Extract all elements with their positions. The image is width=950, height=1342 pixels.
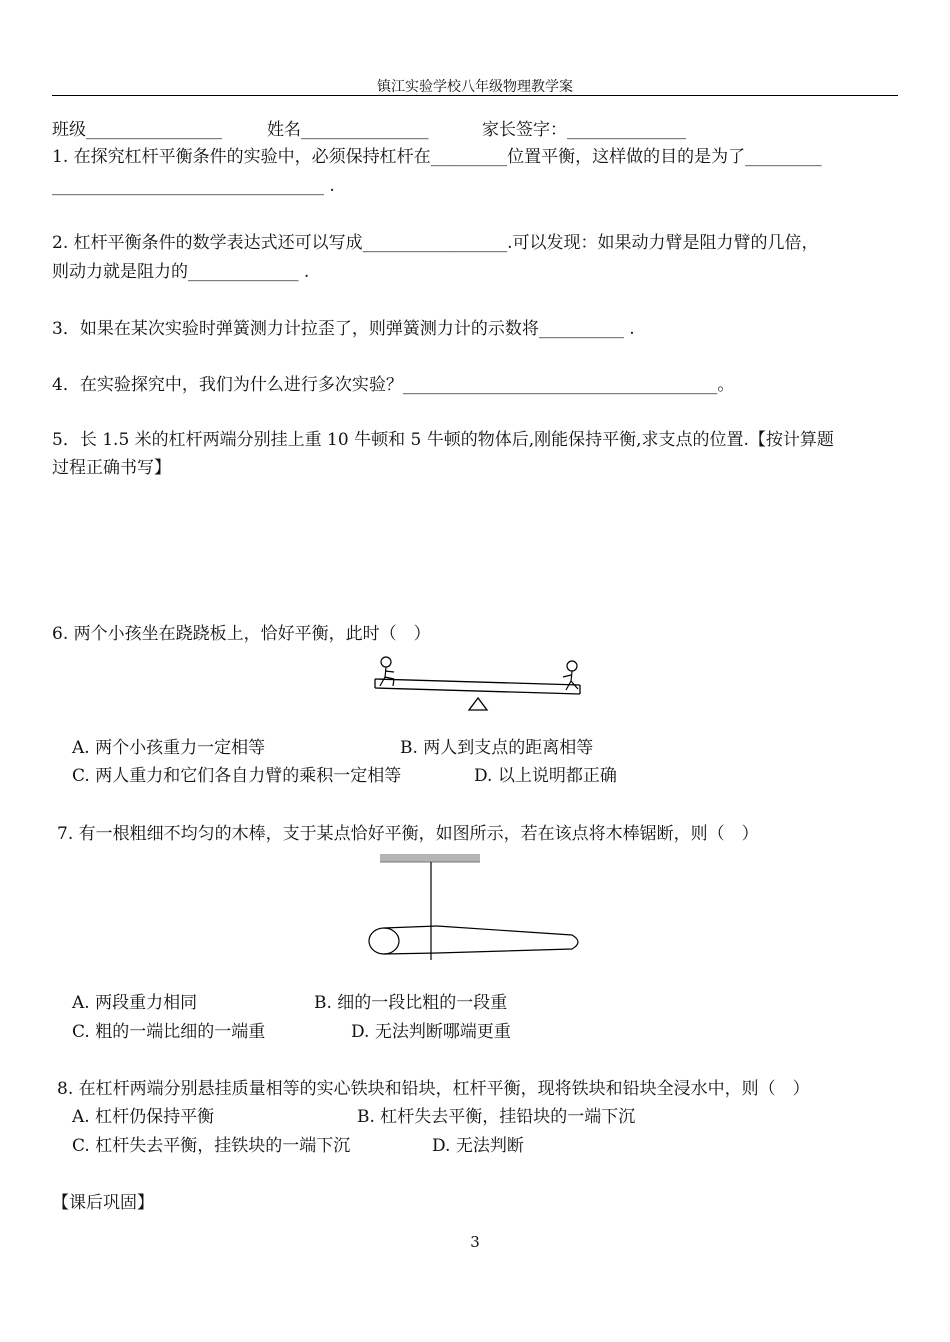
question-7-stem: 7. 有一根粗细不均匀的木棒，支于某点恰好平衡，如图所示，若在该点将木棒锯断，则（ ） [57,824,759,844]
question-8-option-a: A. 杠杆仍保持平衡 [72,1107,215,1127]
question-8-option-b: B. 杠杆失去平衡，挂铅块的一端下沉 [357,1107,636,1127]
uneven-stick [369,926,578,954]
class-field-label: 班级________________ [52,120,222,140]
question-6-option-a: A. 两个小孩重力一定相等 [72,738,266,758]
parent-signature-label: 家长签字：______________ [482,120,686,140]
question-5-line-2: 过程正确书写】 [52,458,171,478]
right-child-figure [563,661,578,690]
question-6-option-b: B. 两人到支点的距离相等 [400,738,594,758]
page-header-title: 镇江实验学校八年级物理教学案 [377,79,573,95]
question-7-option-d: D. 无法判断哪端更重 [351,1022,511,1042]
question-5-line-1: 5．长 1.5 米的杠杆两端分别挂上重 10 牛顿和 5 牛顿的物体后,刚能保持平衡,求支点的位置.【按计算题 [52,430,834,450]
question-8-option-c: C. 杠杆失去平衡，挂铁块的一端下沉 [72,1136,351,1156]
hanging-stick-figure [362,852,592,964]
seesaw-fulcrum [469,698,487,710]
question-6-option-d: D. 以上说明都正确 [474,766,617,786]
question-2-line-1: 2. 杠杆平衡条件的数学表达式还可以写成_________________.可以发现：如果动力臂是阻力臂的几倍， [52,233,819,253]
question-6-stem: 6. 两个小孩坐在跷跷板上，恰好平衡，此时（ ） [52,624,431,644]
question-7-option-a: A. 两段重力相同 [72,993,198,1013]
question-1-line-1: 1. 在探究杠杆平衡条件的实验中，必须保持杠杆在_________位置平衡，这样做的目的是为了_________ [52,147,822,167]
ceiling-support [380,854,480,862]
question-4-text: 4．在实验探究中，我们为什么进行多次实验？_____________________________________。 [52,375,735,395]
question-8-stem: 8. 在杠杆两端分别悬挂质量相等的实心铁块和铅块，杠杆平衡，现将铁块和铅块全浸水中，则（ ） [57,1079,810,1099]
question-1-line-2: ________________________________ . [52,176,335,196]
question-3-text: 3．如果在某次实验时弹簧测力计拉歪了，则弹簧测力计的示数将__________ . [52,319,635,339]
header-divider [52,95,898,96]
question-2-line-2: 则动力就是阻力的_____________ . [52,262,310,282]
seesaw-plank-lower-edge [375,688,580,694]
seesaw-plank [375,679,580,685]
name-field-label: 姓名_______________ [267,120,429,140]
question-8-option-d: D. 无法判断 [432,1136,524,1156]
section-title-after-class: 【课后巩固】 [52,1193,154,1213]
page-number: 3 [470,1233,480,1251]
seesaw-figure [368,652,588,714]
question-7-option-b: B. 细的一段比粗的一段重 [314,993,508,1013]
question-7-option-c: C. 粗的一端比细的一端重 [72,1022,266,1042]
question-6-option-c: C. 两人重力和它们各自力臂的乘积一定相等 [72,766,402,786]
left-child-figure [380,657,394,686]
